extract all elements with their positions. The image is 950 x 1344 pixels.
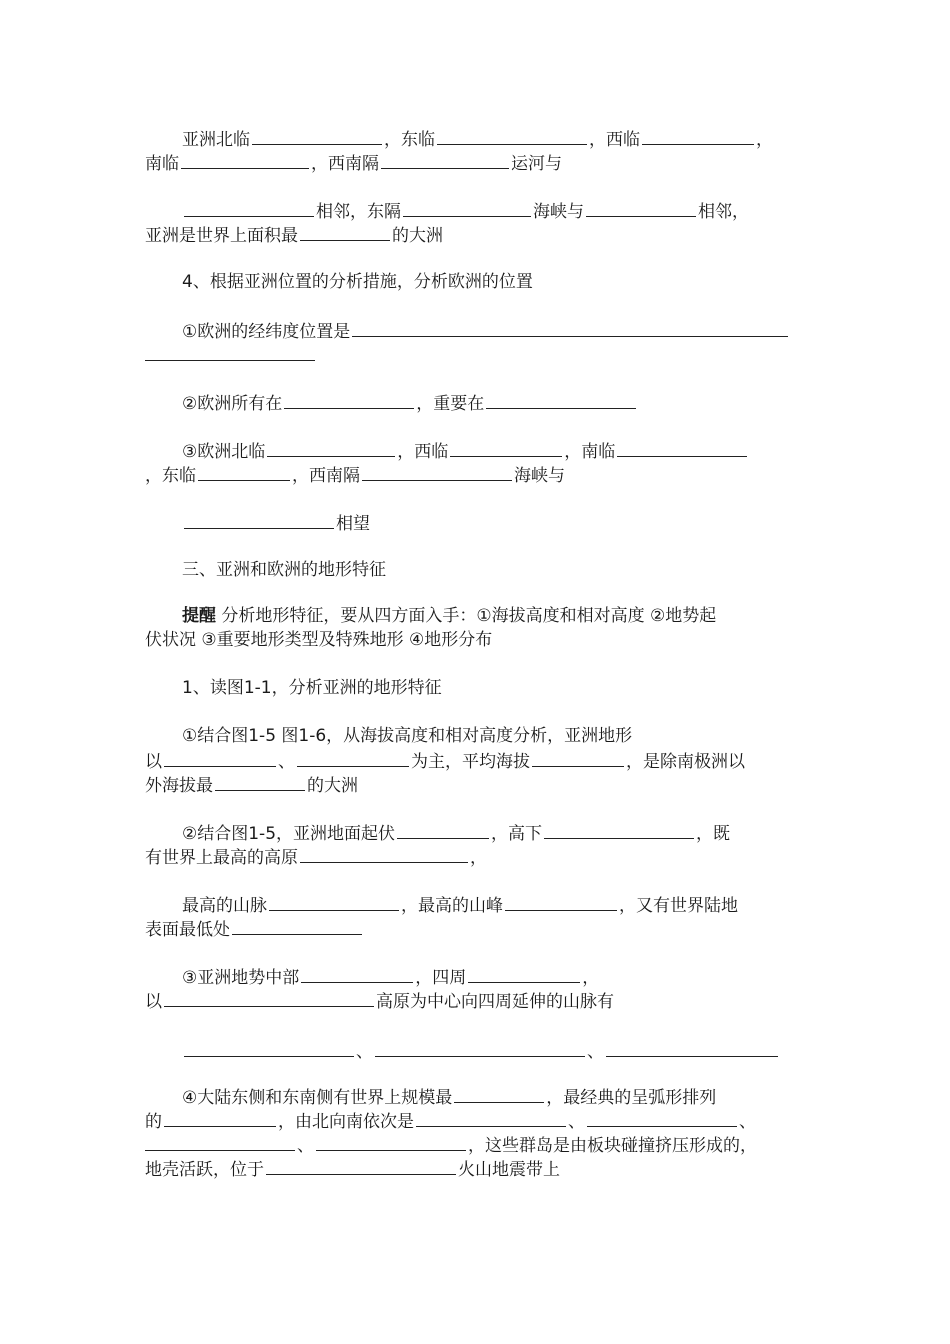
text: ①结合图1-5 图1-6，从海拔高度和相对高度分析，亚洲地形: [182, 726, 633, 746]
blank[interactable]: [164, 748, 276, 767]
blank[interactable]: [184, 510, 334, 529]
text: ，东临: [145, 466, 196, 486]
text: ，: [582, 968, 600, 988]
blank[interactable]: [284, 390, 414, 409]
text: 海峡与: [514, 466, 565, 486]
text: 、: [568, 1112, 585, 1132]
asia-relief-paragraph: [145, 820, 820, 868]
blank[interactable]: [437, 126, 587, 145]
text: ②欧洲所有在: [182, 394, 283, 414]
blank[interactable]: [267, 438, 395, 457]
text: ，最经典的呈弧形排列: [546, 1088, 717, 1108]
text: 亚洲北临: [182, 130, 250, 150]
text: ，由北向南依次是: [278, 1112, 414, 1132]
text: 、: [587, 1042, 604, 1062]
blank[interactable]: [375, 1038, 585, 1057]
blank[interactable]: [505, 892, 617, 911]
text: 的: [145, 1112, 162, 1132]
text: 以: [145, 992, 162, 1012]
blank[interactable]: [184, 1038, 354, 1057]
blank[interactable]: [544, 820, 694, 839]
text: 运河与: [511, 154, 562, 174]
asia-terrain-paragraph: [145, 964, 820, 1012]
question-4-heading: [145, 270, 820, 294]
blank[interactable]: [232, 916, 362, 935]
text: 亚洲是世界上面积最: [145, 226, 298, 246]
text: 4、根据亚洲位置的分析措施，分析欧洲的位置: [182, 272, 533, 292]
blank[interactable]: [642, 126, 754, 145]
blank[interactable]: [164, 988, 374, 1007]
europe-facing-paragraph: [145, 510, 820, 534]
text: 、: [739, 1112, 756, 1132]
blank[interactable]: [587, 1108, 737, 1127]
text: 海峡与: [533, 202, 584, 222]
asia-extremes-paragraph: [145, 892, 820, 940]
text: 伏状况 ③重要地形类型及特殊地形 ④地形分布: [145, 630, 493, 650]
blank[interactable]: [381, 150, 509, 169]
blank[interactable]: [532, 748, 624, 767]
text: 火山地震带上: [458, 1160, 560, 1180]
blank[interactable]: [297, 748, 409, 767]
blank[interactable]: [184, 198, 314, 217]
text: ，既: [696, 824, 731, 844]
blank[interactable]: [252, 126, 382, 145]
section-3-heading: [145, 558, 820, 582]
blank[interactable]: [164, 1108, 276, 1127]
text: ，这些群岛是由板块碰撞挤压形成的，: [468, 1136, 757, 1156]
text: 表面最低处: [145, 920, 230, 940]
text: 、: [278, 752, 295, 772]
text: ，又有世界陆地: [619, 896, 738, 916]
island-arcs-paragraph: [145, 1084, 820, 1180]
text: 以: [145, 752, 162, 772]
blank[interactable]: [300, 222, 390, 241]
text: ，西临: [589, 130, 640, 150]
text: ，是除南极洲以: [626, 752, 745, 772]
blank[interactable]: [362, 462, 512, 481]
text: ③欧洲北临: [182, 442, 266, 462]
text: 相邻，: [698, 202, 749, 222]
blank[interactable]: [266, 1156, 456, 1175]
text: ，高下: [491, 824, 543, 844]
text: 相邻，东隔: [316, 202, 401, 222]
europe-boundaries-paragraph: [145, 438, 820, 486]
text: 、: [356, 1042, 373, 1062]
text: 外海拔最: [145, 776, 213, 796]
europe-latlong-paragraph: [145, 318, 820, 366]
blank[interactable]: [316, 1132, 466, 1151]
blank[interactable]: [397, 820, 489, 839]
text: 1、读图1-1，分析亚洲的地形特征: [182, 678, 442, 698]
text: 高原为中心向四周延伸的山脉有: [376, 992, 614, 1012]
question-1-heading: [145, 676, 820, 700]
text: 的大洲: [307, 776, 358, 796]
text: 相望: [336, 514, 370, 534]
text: ③亚洲地势中部: [182, 968, 300, 988]
text: ，南临: [564, 442, 616, 462]
text: 最高的山脉: [182, 896, 267, 916]
blank[interactable]: [416, 1108, 566, 1127]
text: ，西南隔: [292, 466, 360, 486]
asia-neighbors-paragraph: [145, 198, 820, 246]
asia-elevation-paragraph: [145, 724, 820, 796]
blank[interactable]: [301, 964, 413, 983]
blank[interactable]: [215, 772, 305, 791]
blank[interactable]: [450, 438, 562, 457]
text: ，西南隔: [311, 154, 379, 174]
europe-location-paragraph: [145, 390, 820, 414]
blank[interactable]: [269, 892, 399, 911]
text: 、: [297, 1136, 314, 1156]
blank[interactable]: [617, 438, 747, 457]
mountain-ranges-paragraph: [145, 1038, 820, 1062]
text: 为主，平均海拔: [411, 752, 530, 772]
blank[interactable]: [198, 462, 290, 481]
text: ①欧洲的经纬度位置是: [182, 322, 351, 342]
reminder-paragraph: [145, 604, 820, 652]
blank[interactable]: [486, 390, 636, 409]
blank[interactable]: [145, 1132, 295, 1151]
blank[interactable]: [586, 198, 696, 217]
text: ，: [470, 848, 487, 868]
text: ，最高的山峰: [401, 896, 503, 916]
blank[interactable]: [145, 342, 315, 361]
blank[interactable]: [468, 964, 580, 983]
blank[interactable]: [454, 1084, 544, 1103]
text: ，: [756, 130, 773, 150]
text: 地壳活跃，位于: [145, 1160, 264, 1180]
text: ，西临: [397, 442, 449, 462]
text: ②结合图1-5，亚洲地面起伏: [182, 824, 396, 844]
text: 南临: [145, 154, 179, 174]
blank[interactable]: [606, 1038, 778, 1057]
text: ，东临: [384, 130, 435, 150]
text: 分析地形特征，要从四方面入手：①海拔高度和相对高度 ②地势起: [221, 606, 717, 626]
blank[interactable]: [352, 318, 788, 337]
text: ④大陆东侧和东南侧有世界上规模最: [182, 1088, 453, 1108]
text: 的大洲: [392, 226, 443, 246]
blank[interactable]: [403, 198, 531, 217]
blank[interactable]: [181, 150, 309, 169]
text: 三、亚洲和欧洲的地形特征: [182, 560, 386, 580]
blank[interactable]: [300, 844, 468, 863]
text: ，重要在: [416, 394, 485, 414]
asia-boundaries-paragraph: [145, 126, 820, 174]
text: ，四周: [415, 968, 467, 988]
reminder-label: 提醒: [182, 606, 216, 626]
text: 有世界上最高的高原: [145, 848, 298, 868]
